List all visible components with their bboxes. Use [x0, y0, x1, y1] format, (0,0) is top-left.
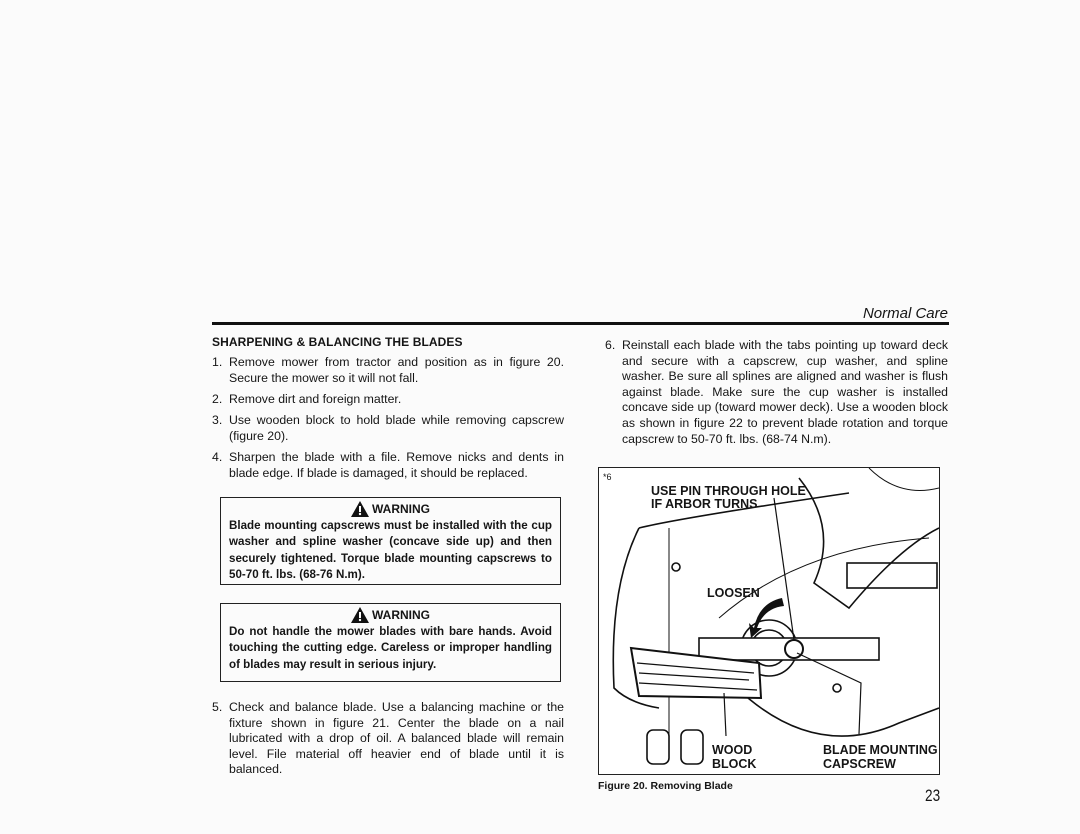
step-number: 3. [212, 413, 223, 427]
step-text: Reinstall each blade with the tabs pointing up toward deck and secure with a capscrew, cup washer, and spline washer. Be sure all splines are aligned and washer is flush against blade. Make sure the cup washer is installed concave side up (toward mower deck). Use a wooden block as shown in figure 22 to prevent blade rotation and torque capscrew to 50-70 ft. lbs. (68-74 N.m). [622, 338, 948, 446]
page-number: 23 [925, 786, 941, 805]
label-pin-line1: USE PIN THROUGH HOLE [651, 484, 806, 498]
step-text: Remove dirt and foreign matter. [229, 392, 402, 406]
section-header: Normal Care [862, 305, 948, 322]
step-number: 4. [212, 450, 223, 464]
warning-box-handling [220, 603, 561, 682]
label-blade-mounting: BLADE MOUNTING [823, 743, 938, 757]
step-text: Sharpen the blade with a file. Remove nicks and dents in blade edge. If blade is damaged, it should be replaced. [229, 450, 564, 480]
warning-title: WARNING [372, 608, 430, 622]
label-pin-line2: IF ARBOR TURNS [651, 497, 758, 511]
figure-caption: Figure 20. Removing Blade [598, 780, 733, 792]
warning-box-capscrews [220, 497, 561, 585]
step-1 [212, 355, 564, 386]
step-number: 6. [605, 338, 616, 352]
caster-wheels [647, 730, 703, 764]
label-capscrew: CAPSCREW [823, 757, 896, 771]
step-2 [212, 392, 564, 408]
step-number: 5. [212, 700, 223, 714]
step-3 [212, 413, 564, 444]
capscrew-shape [785, 640, 803, 658]
corner-mark: *6 [603, 472, 612, 482]
warning-heading [229, 501, 552, 518]
step-5 [212, 700, 564, 778]
figure-removing-blade [598, 467, 940, 775]
blade-removal-illustration [599, 468, 939, 774]
warning-title: WARNING [372, 502, 430, 516]
step-text: Check and balance blade. Use a balancing machine or the fixture shown in figure 21. Center the blade on a nail lubricated with a drop of oil. A balanced blade will remain level. File material off heavier end of blade until it is balanced. [229, 700, 564, 777]
step-6 [605, 338, 948, 447]
step-number: 1. [212, 355, 223, 369]
section-heading: SHARPENING & BALANCING THE BLADES [212, 335, 463, 349]
step-4 [212, 450, 564, 481]
warning-triangle-icon [351, 501, 369, 517]
warning-text: Do not handle the mower blades with bare hands. Avoid touching the cutting edge. Careless or improper handling of blades may result in serious injury. [229, 624, 552, 671]
warning-heading [229, 607, 552, 624]
step-text: Remove mower from tractor and position as in figure 20. Secure the mower so it will not fall. [229, 355, 564, 385]
header-rule [212, 322, 949, 325]
label-loosen: LOOSEN [707, 586, 760, 600]
step-number: 2. [212, 392, 223, 406]
label-block: BLOCK [712, 757, 757, 771]
warning-triangle-icon [351, 607, 369, 623]
label-wood: WOOD [712, 743, 753, 757]
warning-text: Blade mounting capscrews must be installed with the cup washer and spline washer (concave side up) and then securely tightened. Torque blade mounting capscrews to 50-70 ft. lbs. (68-76 N.m). [229, 518, 552, 581]
step-text: Use wooden block to hold blade while removing capscrew (figure 20). [229, 413, 564, 443]
